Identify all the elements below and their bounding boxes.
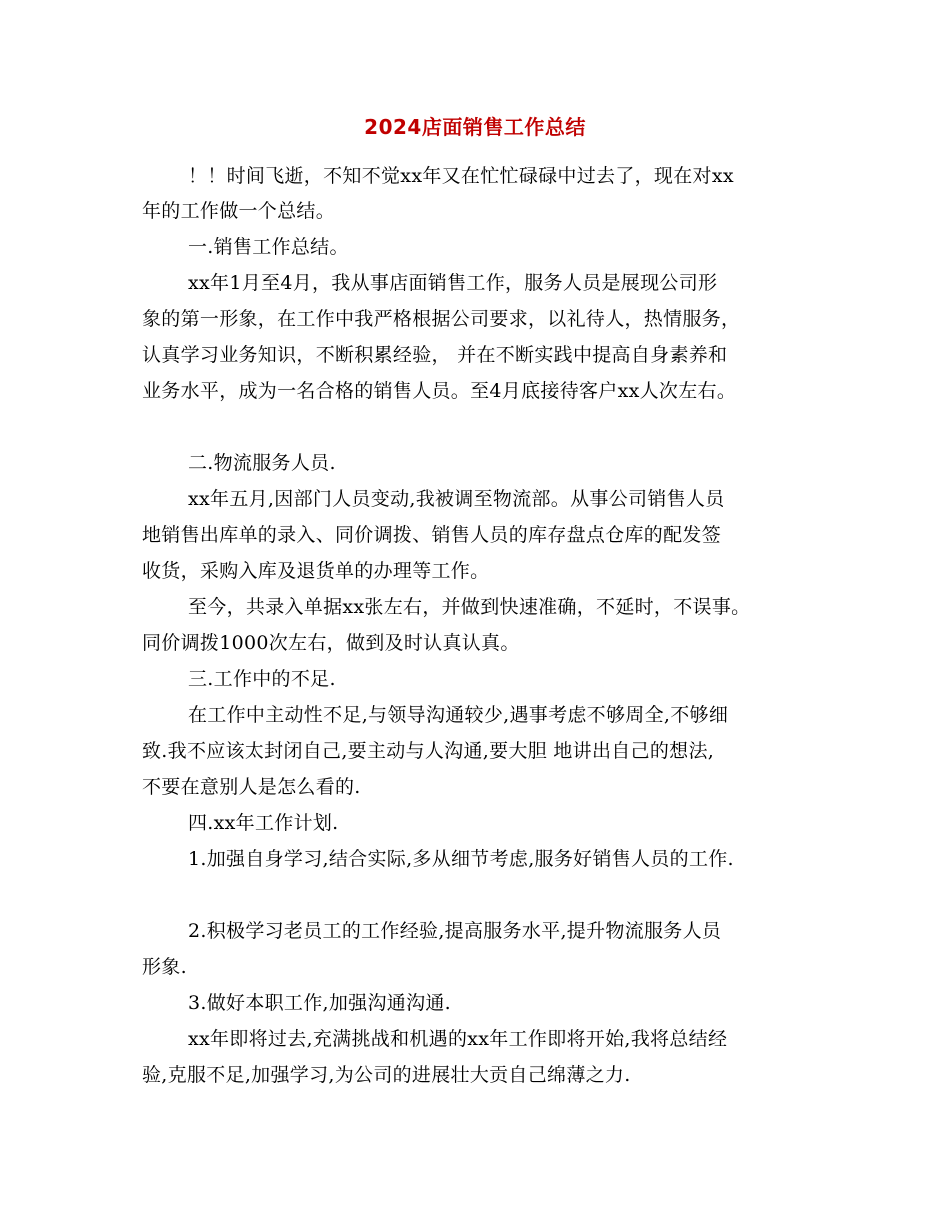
paragraph-line: 不要在意别人是怎么看的. (142, 776, 361, 798)
list-item: 2.积极学习老员工的工作经验,提高服务水平,提升物流服务人员 (188, 920, 722, 942)
paragraph-line: 至今，共录入单据xx张左右，并做到快速准确，不延时，不误事。 (188, 596, 751, 618)
paragraph-line: 同价调拨1000次左右，做到及时认真认真。 (142, 632, 520, 654)
paragraph-line: 象的第一形象，在工作中我严格根据公司要求，以礼待人，热情服务， (142, 308, 741, 330)
section-heading: 四.xx年工作计划. (188, 812, 339, 834)
paragraph-line: 认真学习业务知识，不断积累经验， 并在不断实践中提高自身素养和 (142, 344, 728, 366)
paragraph-line: xx年1月至4月，我从事店面销售工作，服务人员是展现公司形 (188, 272, 718, 294)
document-title: 2024店面销售工作总结 (364, 115, 586, 139)
paragraph-line: xx年五月,因部门人员变动,我被调至物流部。从事公司销售人员 (188, 488, 725, 510)
paragraph-line: 收货，采购入库及退货单的办理等工作。 (142, 560, 490, 582)
list-item: 3.做好本职工作,加强沟通沟通. (188, 992, 452, 1014)
section-heading: 一.销售工作总结。 (188, 236, 349, 258)
paragraph-line: 在工作中主动性不足,与领导沟通较少,遇事考虑不够周全,不够细 (188, 704, 729, 726)
paragraph-line: 致.我不应该太封闭自己,要主动与人沟通,要大胆 地讲出自己的想法, (142, 740, 715, 762)
paragraph-line: 年的工作做一个总结。 (142, 200, 336, 222)
paragraph-line: 验,克服不足,加强学习,为公司的进展壮大贡自己绵薄之力. (142, 1064, 631, 1086)
paragraph-line: ！！时间飞逝，不知不觉xx年又在忙忙碌碌中过去了，现在对xx (188, 165, 734, 187)
paragraph-line: 形象. (142, 956, 187, 978)
list-item: 1.加强自身学习,结合实际,多从细节考虑,服务好销售人员的工作. (188, 848, 734, 870)
section-heading: 二.物流服务人员. (188, 452, 336, 474)
paragraph-line: xx年即将过去,充满挑战和机遇的xx年工作即将开始,我将总结经 (188, 1028, 728, 1050)
paragraph-line: 业务水平，成为一名合格的销售人员。至4月底接待客户xx人次左右。 (142, 380, 737, 402)
paragraph-line: 地销售出库单的录入、同价调拨、销售人员的库存盘点仓库的配发签 (142, 524, 722, 546)
section-heading: 三.工作中的不足. (188, 668, 336, 690)
